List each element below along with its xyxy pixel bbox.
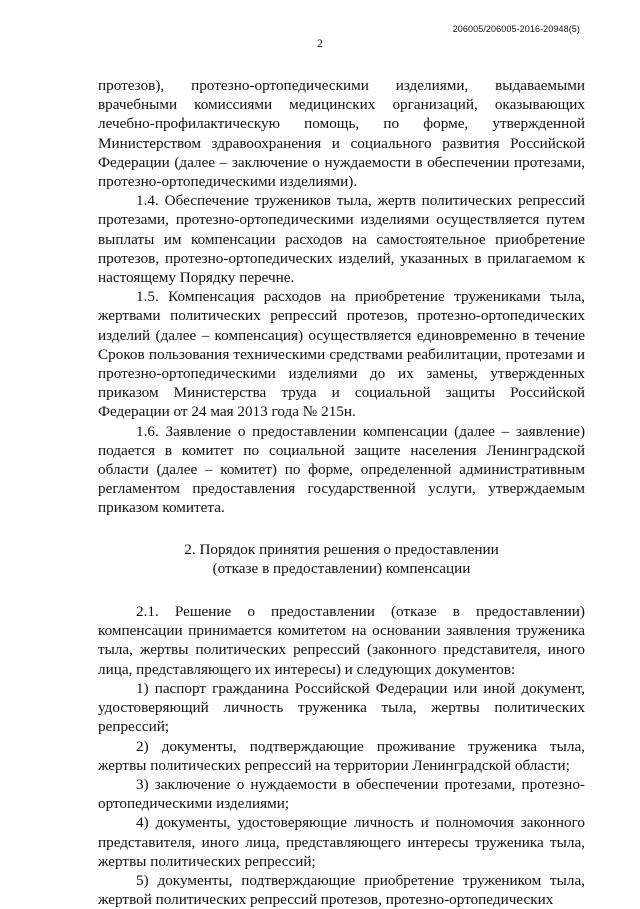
document-id: 206005/206005-2016-20948(5): [452, 24, 580, 34]
paragraph-intro: протезов), протезно-ортопедическими изделиями, выдаваемыми врачебными комиссиями медицинских организаций, оказывающих лечебно-профилактическую помощь, по форме, утвержденной Министерством здравоохранения и социального развития Российской Федерации (далее – заключение о нуждаемости в обеспечении протезами, протезно-ортопедическими изделиями).: [98, 77, 585, 191]
paragraph-1-6: 1.6. Заявление о предоставлении компенсации (далее – заявление) подается в комитет по социальной защите населения Ленинградской области (далее – комитет) по форме, определенной административным регламентом предоставления государственной услуги, утверждаемым приказом комитета.: [98, 422, 585, 517]
paragraph-2-1: 2.1. Решение о предоставлении (отказе в предоставлении) компенсации принимается комитетом на основании заявления труженика тыла, жертвы политических репрессий (законного представителя, иного лица, представляющего их интересы) и следующих документов:: [98, 603, 585, 678]
list-item-2: 2) документы, подтверждающие проживание труженика тыла, жертвы политических репрессий на территории Ленинградской области;: [98, 737, 585, 774]
section-title-line2: (отказе в предоставлении) компенсации: [212, 559, 471, 577]
list-item-5: 5) документы, подтверждающие приобретение тружеником тыла, жертвой политических репрессий протезов, протезно-ортопедических: [98, 871, 585, 909]
document-body: [98, 76, 585, 909]
section-title: [98, 540, 585, 578]
list-item-4: 4) документы, удостоверяющие личность и полномочия законного представителя, иного лица, представляющего интересы труженика тыла, жертвы политических репрессий;: [98, 814, 585, 870]
list-item-3: 3) заключение о нуждаемости в обеспечении протезами, протезно-ортопедическими изделиями;: [98, 775, 585, 813]
paragraph-1-5: 1.5. Компенсация расходов на приобретение тружениками тыла, жертвами политических репрессий протезов, протезно-ортопедических изделий (далее – компенсация) осуществляется единовременно в течение Сроков пользования техническими средствами реабилитации, протезами и протезно-ортопедическими изделиями до их замены, утвержденных приказом Министерства труда и социальной защиты Российской Федерации от 24 мая 2013 года № 215н.: [98, 288, 585, 421]
page-number: 2: [317, 36, 323, 50]
list-item-1: 1) паспорт гражданина Российской Федерации или иной документ, удостоверяющий личность труженика тыла, жертвы политических репрессий;: [98, 679, 585, 736]
section-title-line1: 2. Порядок принятия решения о предоставлении: [184, 540, 499, 558]
paragraph-1-4: 1.4. Обеспечение тружеников тыла, жертв политических репрессий протезами, протезно-ортопедическими изделиями осуществляется путем выплаты им компенсации расходов на самостоятельное приобретение протезов, протезно-ортопедических изделий, указанных в прилагаемом к настоящему Порядку перечне.: [98, 192, 585, 287]
